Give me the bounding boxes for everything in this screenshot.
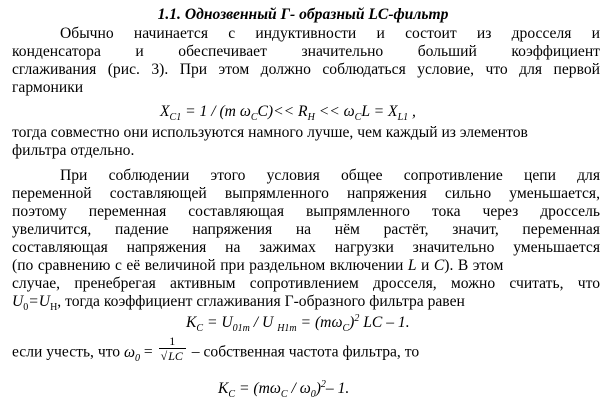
paragraph-line: переменной составляющей выпрямленного напряжения сильно уменьшается,: [12, 185, 600, 202]
paragraph-line: Обычно начинается с индуктивности и состоит из дросселя и: [60, 25, 600, 42]
paragraph-line: (по сравнению с её величиной при раздельном включении L и C). В этом: [12, 257, 504, 274]
paragraph-line: сглаживания (рис. 3). При этом должно соблюдаться условие, что для первой: [12, 61, 600, 78]
equation-natural-frequency: если учесть, что $\omega_0$ = $\frac{1}{√LC}$ – собственная частота фильтра, то: [12, 334, 420, 364]
paragraph-line: увеличится, падение напряжения на нём растёт, значит, переменная: [12, 221, 600, 238]
paragraph-line: конденсатора и обеспечивает значительно больший коэффициент: [12, 43, 600, 60]
paragraph-line: случае, пренебрегая активным сопротивлением дросселя, можно считать, что: [12, 275, 600, 292]
paragraph-line: тогда совместно они используются намного лучше, чем каждый из элементов: [12, 124, 528, 141]
section-title: 1.1. Однозвенный Г- образный LC-фильтр: [157, 6, 449, 23]
paragraph-line: При соблюдении этого условия общее сопротивление цепи для: [60, 167, 600, 184]
paragraph-line: $U_0=U_H$, тогда коэффициент сглаживания Г-образного фильтра равен: [12, 293, 465, 314]
paragraph-line: составляющая напряжения на зажимах нагрузки значительно уменьшается: [12, 239, 600, 256]
equation-smoothing-coefficient: $K_C = U_{01m} / U$ $_{H1m} = (m\omega_C)^2$ LC – 1.: [186, 312, 410, 335]
paragraph-line: гармоники: [12, 79, 84, 96]
equation-final: $K_C = (m\omega_C / \omega_0)^2-$ 1.: [218, 378, 350, 401]
equation-condition: $X_{C1} = 1 / (m$ $\omega_CC)<< R_H << \omega_CL = X_{L1}$ ,: [160, 103, 416, 124]
paragraph-line: поэтому переменная составляющая выпрямленного тока через дроссель: [12, 203, 600, 220]
paragraph-line: фильтра отдельно.: [12, 142, 135, 159]
fraction: $\frac{1}{√LC}$: [159, 335, 186, 363]
